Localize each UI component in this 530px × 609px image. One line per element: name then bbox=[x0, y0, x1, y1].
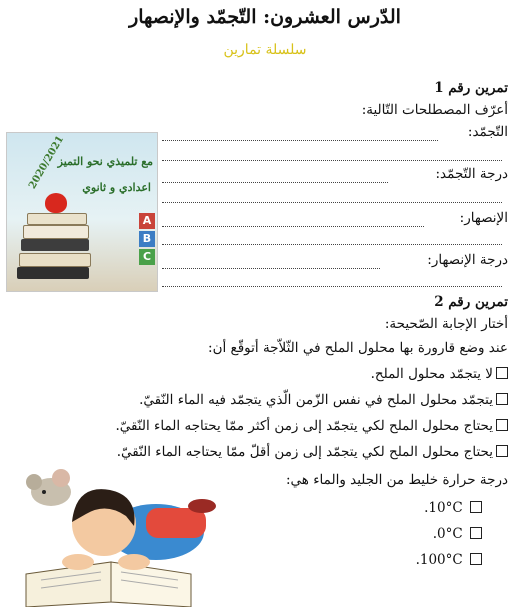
term-melting: الإنصهار: bbox=[459, 210, 508, 226]
letter-block: C bbox=[139, 249, 155, 265]
temp-checkbox[interactable] bbox=[470, 527, 482, 539]
option-checkbox[interactable] bbox=[496, 367, 508, 379]
option-3[interactable]: يحتاج محلول الملح لكي يتجمّد إلى زمن أكثر ممّا يحتاجه الماء النّقيّ. bbox=[115, 418, 508, 434]
photo-caption-2: اعدادي و ثانوي bbox=[82, 181, 151, 194]
temp-checkbox[interactable] bbox=[470, 501, 482, 513]
answer-line[interactable] bbox=[162, 202, 502, 203]
temp-option-2[interactable]: .0°C bbox=[433, 526, 482, 542]
photo-caption-1: مع تلميذي نحو التميز bbox=[57, 155, 153, 168]
answer-line[interactable] bbox=[162, 140, 438, 141]
book-icon bbox=[27, 213, 87, 225]
photo-year: 2020/2021 bbox=[27, 134, 67, 191]
exercise-1-instruction: أعرّف المصطلحات التّالية: bbox=[361, 102, 508, 118]
page-title: الدّرس العشرون: التّجمّد والإنصهار bbox=[129, 6, 401, 28]
exercise-2-question: عند وضع قارورة بها محلول الملح في الثّلاّجة أتوقّع أن: bbox=[208, 340, 508, 356]
apple-icon bbox=[45, 193, 67, 213]
child-reading-icon bbox=[6, 462, 221, 607]
answer-line[interactable] bbox=[162, 286, 502, 287]
option-2[interactable]: يتجمّد محلول الملح في نفس الزّمن الّذي يتجمّد فيه الماء النّقيّ. bbox=[139, 392, 508, 408]
exercise-2-question-2: درجة حرارة خليط من الجليد والماء هي: bbox=[286, 472, 508, 488]
term-melting-point: درجة الإنصهار: bbox=[427, 252, 508, 268]
answer-line[interactable] bbox=[162, 244, 502, 245]
temp-option-1[interactable]: .10°C bbox=[424, 500, 482, 516]
exercise-2-heading: تمرين رقم 2 bbox=[434, 294, 508, 310]
option-1[interactable]: لا يتجمّد محلول الملح. bbox=[371, 366, 508, 382]
child-reading-illustration bbox=[6, 462, 221, 607]
answer-line[interactable] bbox=[162, 226, 424, 227]
book-icon bbox=[17, 267, 89, 279]
option-checkbox[interactable] bbox=[496, 419, 508, 431]
answer-line[interactable] bbox=[162, 268, 380, 269]
letter-block: B bbox=[139, 231, 155, 247]
exercise-2-instruction: أختار الإجابة الصّحيحة: bbox=[384, 316, 508, 332]
page-subtitle: سلسلة تمارين bbox=[223, 42, 307, 58]
books-apple-image bbox=[6, 132, 158, 292]
exercise-1-heading: تمرين رقم 1 bbox=[434, 80, 508, 96]
letter-block: A bbox=[139, 213, 155, 229]
answer-line[interactable] bbox=[162, 182, 388, 183]
answer-line[interactable] bbox=[162, 160, 502, 161]
term-freezing-point: درجة التّجمّد: bbox=[435, 166, 508, 182]
option-checkbox[interactable] bbox=[496, 445, 508, 457]
term-freezing: التّجمّد: bbox=[467, 124, 508, 140]
book-icon bbox=[19, 253, 91, 267]
temp-checkbox[interactable] bbox=[470, 553, 482, 565]
book-icon bbox=[23, 225, 89, 239]
option-checkbox[interactable] bbox=[496, 393, 508, 405]
option-4[interactable]: يحتاج محلول الملح لكي يتجمّد إلى زمن أقلّ ممّا يحتاجه الماء النّقيّ. bbox=[117, 444, 508, 460]
book-icon bbox=[21, 239, 89, 251]
temp-option-3[interactable]: .100°C bbox=[416, 552, 482, 568]
